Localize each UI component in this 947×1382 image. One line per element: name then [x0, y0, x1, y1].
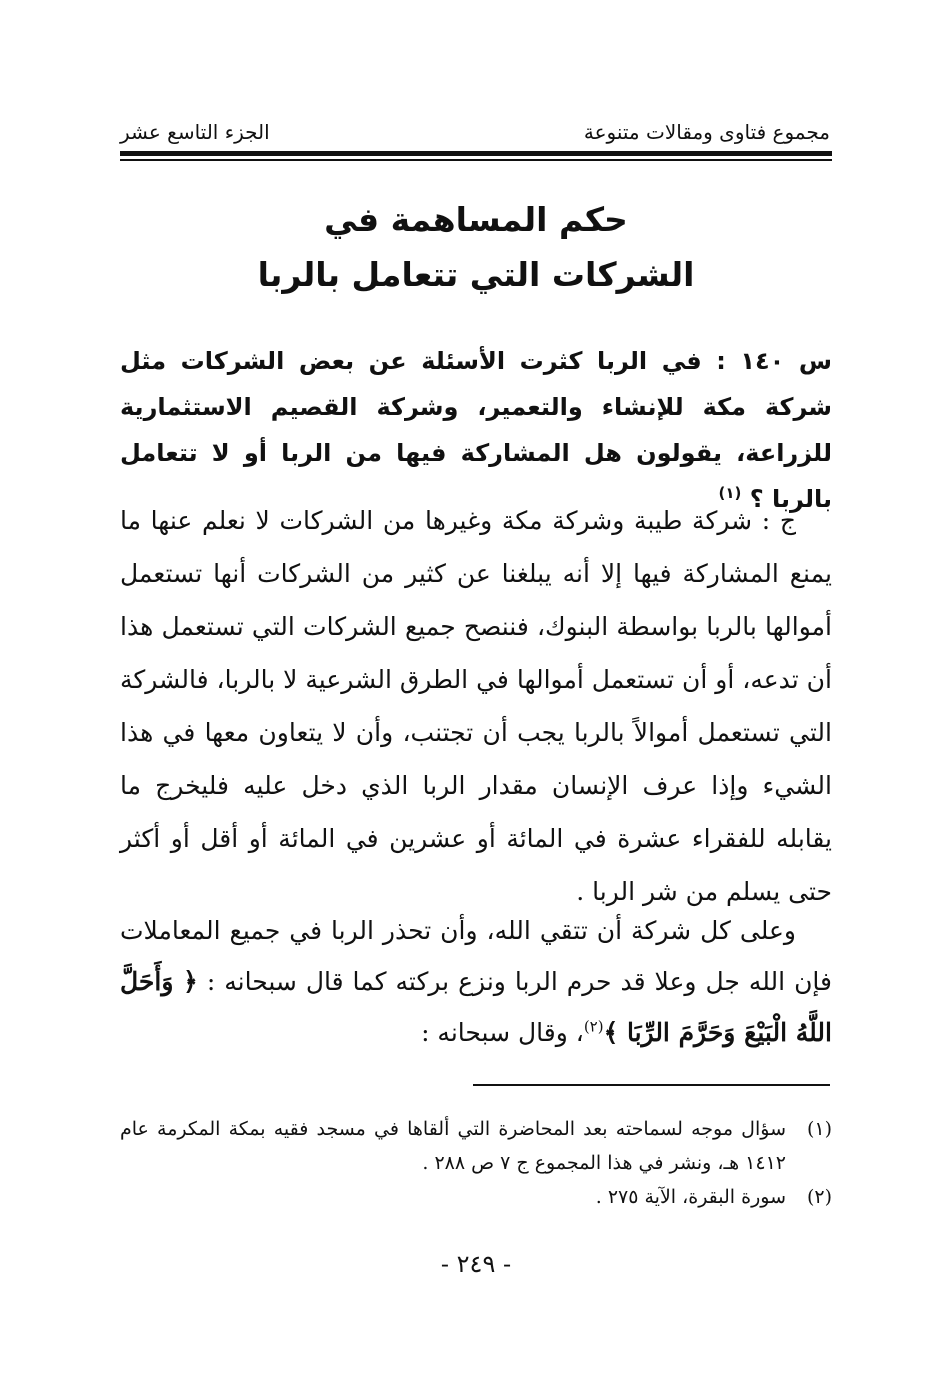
- section-title-line-1: حكم المساهمة في: [324, 200, 628, 239]
- footnote-number: (٢): [806, 1186, 832, 1208]
- header-rule-thick: [120, 151, 832, 156]
- second-paragraph: [120, 905, 832, 1058]
- footnote: [120, 1112, 832, 1180]
- para2-text-before: وعلى كل شركة أن تتقي الله، وأن تحذر الربا في جميع المعاملات فإن الله جل وعلا قد حرم الربا ونزع بركته كما قال سبحانه :: [120, 916, 832, 996]
- question-text: س ١٤٠ : في الربا كثرت الأسئلة عن بعض الشركات مثل شركة مكة للإنشاء والتعمير، وشركة القصيم الاستثمارية للزراعة، يقولون هل المشاركة فيها من الربا أو لا تتعامل بالربا ؟: [120, 347, 832, 513]
- footnote-separator: [473, 1084, 830, 1086]
- running-header: [120, 110, 830, 144]
- quran-verse: ﴿ وَأَحَلَّ اللَّهُ الْبَيْعَ وَحَرَّمَ الرِّبَا ﴾: [120, 967, 832, 1047]
- answer-text: ج : شركة طيبة وشركة مكة وغيرها من الشركات لا نعلم عنها ما يمنع المشاركة فيها إلا أنه يبلغنا عن كثير من الشركات أنها تستعمل أموالها بالربا بواسطة البنوك، فننصح جميع الشركات التي تستعمل هذا أن تدعه، أو أن تستعمل أموالها في الطرق الشرعية لا بالربا، فالشركة التي تستعمل أموالاً بالربا يجب أن تجتنب، وأن لا يتعاون معها في هذا الشيء وإذا عرف الإنسان مقدار الربا الذي دخل عليه فليخرج ما يقابله للفقراء عشرة في المائة أو عشرين في المائة أو أقل أو أكثر حتى يسلم من شر الربا .: [120, 506, 833, 906]
- answer-paragraph: [120, 494, 832, 918]
- footnote: [120, 1180, 832, 1214]
- section-title-line-2: الشركات التي تتعامل بالربا: [257, 255, 695, 294]
- page-number: - ٢٤٩ -: [440, 1250, 512, 1278]
- footnote-ref-2: (٢): [583, 1017, 604, 1036]
- footnote-number: (١): [806, 1118, 832, 1140]
- footnote-text: سؤال موجه لسماحته بعد المحاضرة التي ألقاها في مسجد فقيه بمكة المكرمة عام ١٤١٢ هـ، ونشر في هذا المجموع ج ٧ ص ٢٨٨ .: [120, 1118, 786, 1174]
- footnotes: [120, 1112, 832, 1214]
- footnote-ref-1: (١): [718, 484, 742, 502]
- book-title: مجموع فتاوى ومقالات متنوعة: [583, 120, 830, 144]
- para2-text-after: ، وقال سبحانه :: [421, 1018, 584, 1047]
- answer-indent: [796, 506, 832, 535]
- para2-indent: [796, 916, 832, 945]
- volume-label: الجزء التاسع عشر: [120, 120, 270, 144]
- header-rule-thin: [120, 159, 832, 161]
- footnote-text: سورة البقرة، الآية ٢٧٥ .: [595, 1186, 786, 1208]
